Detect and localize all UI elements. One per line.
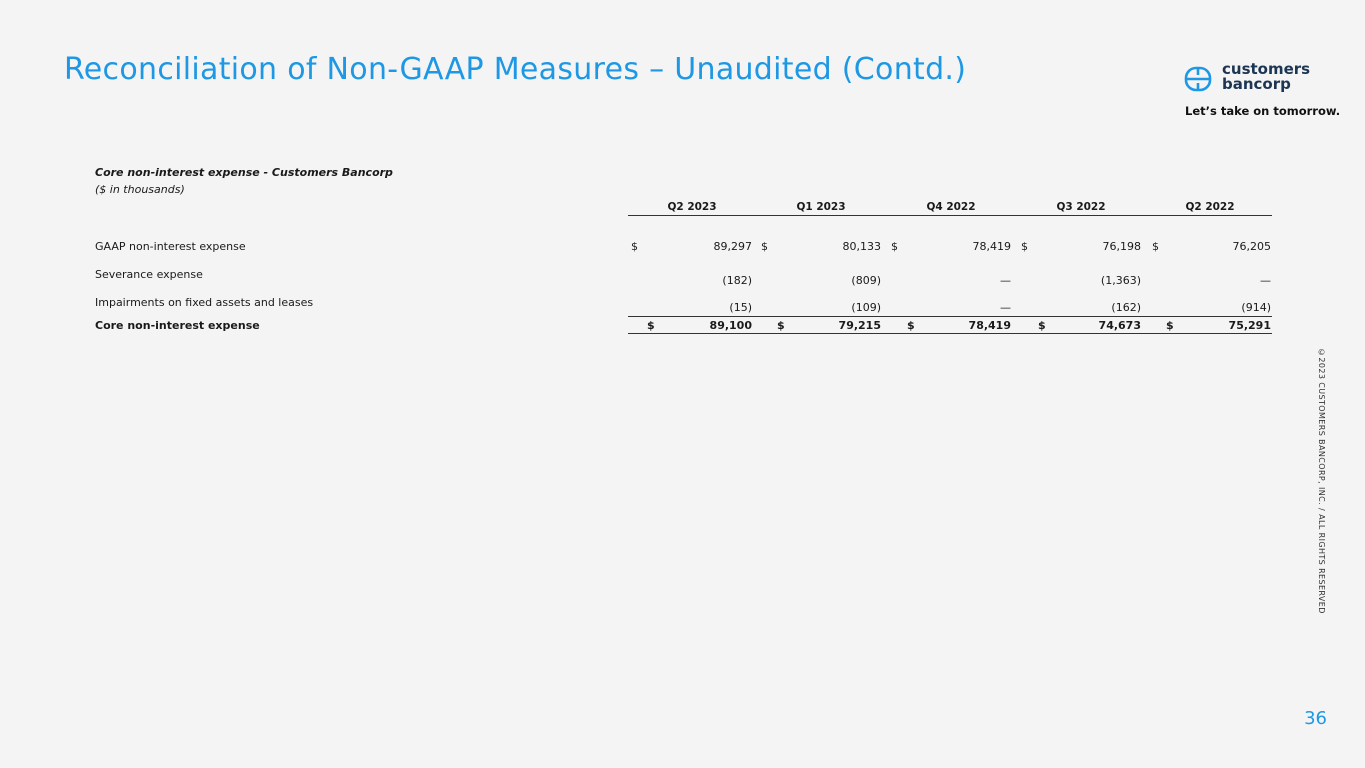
- value-cell: 80,133: [842, 240, 881, 253]
- currency-cell: $: [1166, 319, 1174, 332]
- column-header: Q1 2023: [796, 201, 846, 213]
- subtotal-divider: [628, 316, 1272, 317]
- logo-mark-icon: [1184, 66, 1212, 92]
- row-label: Impairments on fixed assets and leases: [95, 296, 314, 309]
- value-cell: 76,198: [1102, 240, 1141, 253]
- currency-cell: $: [1021, 240, 1028, 253]
- currency-cell: $: [1038, 319, 1046, 332]
- currency-cell: $: [1152, 240, 1159, 253]
- value-cell: (182): [722, 274, 752, 287]
- currency-cell: $: [777, 319, 785, 332]
- value-cell: (809): [851, 274, 881, 287]
- slide-title: Reconciliation of Non-GAAP Measures – Unaudited (Contd.): [64, 52, 967, 87]
- value-cell: (109): [851, 301, 881, 314]
- logo-wordmark: [1222, 62, 1322, 92]
- value-cell: —: [1260, 274, 1271, 287]
- table-title: Core non-interest expense - Customers Bancorp: [95, 166, 393, 179]
- value-cell: —: [1000, 301, 1011, 314]
- value-cell: (1,363): [1100, 274, 1141, 287]
- value-cell: (162): [1111, 301, 1141, 314]
- column-header: Q2 2023: [667, 201, 717, 213]
- currency-cell: $: [761, 240, 768, 253]
- row-label: Severance expense: [95, 268, 203, 281]
- row-label: GAAP non-interest expense: [95, 240, 246, 253]
- value-cell: —: [1000, 274, 1011, 287]
- currency-cell: $: [631, 240, 638, 253]
- row-label-total: Core non-interest expense: [95, 319, 260, 332]
- value-cell: 89,100: [709, 319, 752, 332]
- currency-cell: $: [907, 319, 915, 332]
- value-cell: 76,205: [1232, 240, 1271, 253]
- copyright-notice: [1317, 348, 1331, 614]
- value-cell: 78,419: [968, 319, 1011, 332]
- value-cell: (914): [1241, 301, 1271, 314]
- column-header: Q2 2022: [1185, 201, 1235, 213]
- value-cell: (15): [729, 301, 752, 314]
- value-cell: 78,419: [972, 240, 1011, 253]
- total-divider: [628, 333, 1272, 334]
- logo-line-1: customers: [1222, 60, 1311, 78]
- header-divider: [628, 215, 1272, 216]
- value-cell: 75,291: [1228, 319, 1271, 332]
- tagline: Let’s take on tomorrow.: [1185, 104, 1341, 118]
- column-header: Q4 2022: [926, 201, 976, 213]
- customers-bancorp-logo: [1184, 62, 1314, 96]
- copyright-text: ©2023 CUSTOMERS BANCORP, INC. / ALL RIGHTS RESERVED: [1317, 348, 1326, 614]
- currency-cell: $: [647, 319, 655, 332]
- page-number: 36: [1304, 708, 1327, 729]
- value-cell: 89,297: [713, 240, 752, 253]
- table-subtitle: ($ in thousands): [95, 183, 185, 196]
- value-cell: 79,215: [838, 319, 881, 332]
- currency-cell: $: [891, 240, 898, 253]
- column-header: Q3 2022: [1056, 201, 1106, 213]
- logo-line-2: bancorp: [1222, 75, 1291, 93]
- value-cell: 74,673: [1098, 319, 1141, 332]
